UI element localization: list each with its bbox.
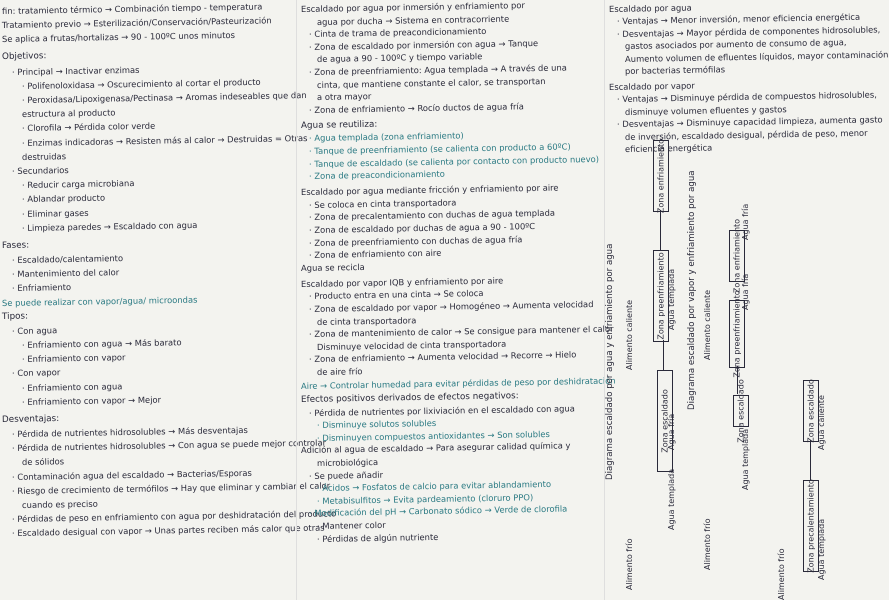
note-line: · Zona de enfriamiento → Aumenta velocidad → Recorre → Hielo: [308, 349, 577, 365]
diagram-label: Agua templada: [817, 518, 826, 580]
note-line: Se puede realizar con vapor/agua/ microondas: [1, 294, 198, 308]
box-label: Zona preenfriamiento: [656, 252, 666, 340]
box-label: Zona preenfriamiento: [732, 290, 742, 378]
note-line: · Enfriamiento: [11, 282, 72, 294]
note-line: Escaldado por agua mediante fricción y enfriamiento por aire: [300, 182, 559, 198]
note-line: · Ventajas → Menor inversión, menor eficiencia energética: [616, 12, 861, 27]
note-line: · Disminuye solutos solubles: [316, 418, 437, 431]
note-line: · Zona de preenfriamiento: Agua templada → A través de una: [308, 62, 567, 77]
note-line: Escaldado por vapor IQB y enfriamiento por aire: [300, 275, 504, 289]
diagram-label: Alimento frío: [703, 518, 712, 570]
note-line: Escaldado por vapor: [608, 80, 695, 92]
note-line: · Tanque de preenfriamiento (se calienta con producto a 60ºC): [308, 141, 571, 156]
note-line: · Ventajas → Disminuye pérdida de compuestos hidrosolubles,: [616, 89, 877, 105]
note-line: fin: tratamiento térmico → Combinación tiempo - temperatura: [1, 1, 263, 16]
diagram-box: [729, 290, 745, 378]
note-line: · Enzimas indicadoras → Resisten más al calor → Destruidas = Otras: [21, 132, 308, 148]
diagram-label: Agua caliente: [817, 395, 826, 450]
flow-arrow: [810, 440, 811, 480]
note-line: · Zona de preacondicionamiento: [308, 168, 445, 182]
diagram-label: Agua fría: [667, 413, 676, 450]
diagram-label: Alimento frío: [625, 538, 634, 590]
note-line: · Zona de escaldado por vapor → Homogéneo → Aumenta velocidad: [308, 299, 594, 314]
note-line: Desventajas:: [1, 413, 60, 425]
diagram-label: Agua templada: [667, 468, 676, 530]
note-line: · Mantener color: [316, 519, 386, 531]
flow-arrow: [737, 366, 738, 394]
note-line: · Agua templada (zona enfriamiento): [308, 130, 464, 144]
note-line: · Pérdidas de algún nutriente: [316, 531, 439, 544]
note-line: Escaldado por agua: [608, 2, 692, 14]
diagram-title: Diagrama escaldado por vapor y enfriamiento por agua: [687, 170, 697, 410]
note-line: · Con agua: [11, 325, 58, 336]
note-line: de sólidos: [21, 456, 65, 468]
note-line: Escaldado por agua por inmersión y enfriamiento por: [300, 0, 525, 14]
note-line: · Modificación del pH → Carbonato sódico → Verde de clorofila: [308, 503, 568, 519]
note-line: · Enfriamiento con vapor: [21, 352, 126, 365]
note-line: Adición al agua de escaldado → Para asegurar calidad química y: [300, 440, 571, 456]
note-line: · Producto entra en una cinta → Se coloca: [308, 288, 484, 302]
notes-column-3: [604, 0, 889, 600]
note-line: de agua a 90 - 100ºC y tiempo variable: [316, 51, 483, 65]
note-line: · Zona de enfriamiento → Rocío ductos de agua fría: [308, 101, 524, 115]
note-line: · Se coloca en cinta transportadora: [308, 197, 457, 210]
note-line: Objetivos:: [1, 51, 47, 63]
note-line: · Metabisulfitos → Evita pardeamiento (cloruro PPO): [316, 492, 534, 506]
note-line: · Zona de escaldado por duchas de agua a 90 - 100ºC: [308, 221, 536, 235]
note-line: · Eliminar gases: [21, 207, 89, 219]
note-line: de cinta transportadora: [316, 314, 417, 327]
note-line: · Pérdida de nutrientes por lixiviación en el escaldado con agua: [308, 402, 575, 418]
note-line: gastos asociados por aumento de consumo de agua,: [624, 37, 847, 52]
note-line: · Pérdidas de peso en enfriamiento con agua por deshidratación del producto: [11, 508, 337, 525]
note-line: · Se puede añadir: [308, 469, 384, 481]
box-label: Zona precalentamiento: [806, 479, 816, 573]
note-line: eficiencia energética: [624, 142, 713, 154]
box-label: Zona enfriamiento: [732, 218, 742, 294]
diagram-label: Alimento caliente: [625, 299, 634, 370]
note-line: · Con vapor: [11, 367, 61, 379]
note-line: · Secundarios: [11, 165, 69, 176]
note-line: · Desventajas → Disminuye capacidad limpieza, aumenta gasto: [616, 114, 883, 130]
diagram-label: Alimento caliente: [703, 289, 712, 360]
note-line: a otra mayor: [316, 91, 372, 103]
note-line: · Tanque de escaldado (se calienta por contacto con producto nuevo): [308, 153, 600, 169]
note-line: · Enfriamiento con vapor → Mejor: [21, 394, 162, 407]
box-label: Zona enfriamiento: [656, 138, 666, 214]
note-line: · Ablandar producto: [21, 192, 106, 205]
note-line: · Desventajas → Mayor pérdida de componentes hidrosolubles,: [616, 24, 881, 39]
note-line: cuando es preciso: [21, 498, 98, 510]
note-line: · Escaldado desigual con vapor → Unas partes reciben más calor que otras: [11, 522, 325, 539]
note-line: Aumento volumen de efluentes líquidos, mayor contaminación: [624, 48, 889, 64]
note-line: · Enfriamiento con agua → Más barato: [21, 337, 182, 350]
note-line: Aire → Controlar humedad para evitar pérdidas de peso por deshidratación: [300, 375, 616, 391]
note-line: · Cinta de trama de preacondicionamiento: [308, 26, 487, 40]
note-line: Agua se reutiliza:: [300, 119, 378, 131]
note-line: estructura al producto: [21, 107, 116, 120]
note-line: agua por ducha → Sistema en contracorriente: [316, 13, 510, 27]
note-line: · Riesgo de crecimiento de termófilos → Hay que eliminar y cambiar el calor: [11, 480, 331, 496]
note-line: Agua se recicla: [300, 261, 365, 273]
note-line: por bacterias termófilas: [624, 64, 726, 76]
note-line: · Clorofila → Pérdida color verde: [21, 121, 156, 134]
diagram-label: Agua fría: [741, 203, 750, 240]
note-line: · Zona de escaldado por inmersión con agua → Tanque: [308, 37, 539, 52]
diagram-title: Diagrama escaldado por agua y enfriamiento por agua: [605, 243, 615, 480]
note-line: · Zona de preenfriamiento con duchas de agua fría: [308, 233, 523, 248]
note-line: · Zona de precalentamiento con duchas de agua templada: [308, 208, 556, 223]
note-line: destruidas: [21, 151, 67, 162]
note-line: · Reducir carga microbiana: [21, 178, 135, 191]
diagram-box: [733, 379, 749, 443]
box-label: Zona escaldado: [736, 379, 746, 443]
note-line: · Zona de enfriamiento con aire: [308, 247, 442, 261]
note-line: microbiológica: [316, 456, 379, 468]
diagram-label: Agua fría: [741, 273, 750, 310]
note-line: · Polifenoloxidasa → Oscurecimiento al cortar el producto: [21, 76, 261, 91]
diagram-label: Alimento frío: [777, 548, 786, 600]
note-line: · Contaminación agua del escaldado → Bacterias/Esporas: [11, 467, 252, 482]
note-line: · Pérdida de nutrientes hidrosolubles → Más desventajas: [11, 424, 248, 439]
note-line: · Enfriamiento con agua: [21, 380, 123, 393]
note-line: · Zona de mantenimiento de calor → Se consigue para mantener el calor: [308, 323, 614, 340]
note-line: de aire frío: [316, 366, 363, 377]
flow-arrow: [660, 210, 661, 250]
note-line: · Disminuyen compuestos antioxidantes → Son solubles: [316, 428, 550, 443]
note-line: Se aplica a frutas/hortalizas → 90 - 100ºC unos minutos: [1, 30, 236, 45]
diagram-label: Agua templada: [741, 428, 750, 490]
note-line: de inversión, escaldado desigual, pérdida de peso, menor: [624, 127, 868, 142]
diagram-label: Agua templada: [667, 268, 676, 330]
flow-arrow: [663, 340, 664, 370]
note-line: · Pérdida de nutrientes hidrosolubles → Con agua se puede mejor controlar: [11, 437, 327, 454]
note-line: · Principal → Inactivar enzimas: [11, 64, 140, 77]
note-line: Disminuye velocidad de cinta transportadora: [316, 338, 507, 352]
note-line: disminuye volumen efluentes y gastos: [624, 103, 787, 117]
note-line: Tipos:: [1, 311, 29, 322]
note-line: · Peroxidasa/Lipoxigenasa/Pectinasa → Aromas indeseables que dan: [21, 90, 307, 105]
box-label: Zona escaldado: [660, 389, 670, 453]
note-line: Tratamiento previo → Esterilización/Conservación/Pasteurización: [1, 15, 272, 31]
note-line: cinta, que mantiene constante el calor, se transportan: [316, 75, 546, 90]
note-line: · Limpieza paredes → Escaldado con agua: [21, 219, 198, 233]
note-line: · Ácidos → Fosfatos de calcio para evitar ablandamiento: [316, 479, 552, 494]
note-line: · Escaldado/calentamiento: [11, 253, 124, 265]
note-line: · Mantenimiento del calor: [11, 267, 120, 280]
note-line: Efectos positivos derivados de efectos negativos:: [300, 391, 519, 405]
note-line: Fases:: [1, 240, 30, 251]
box-label: Zona escaldado: [806, 379, 816, 443]
